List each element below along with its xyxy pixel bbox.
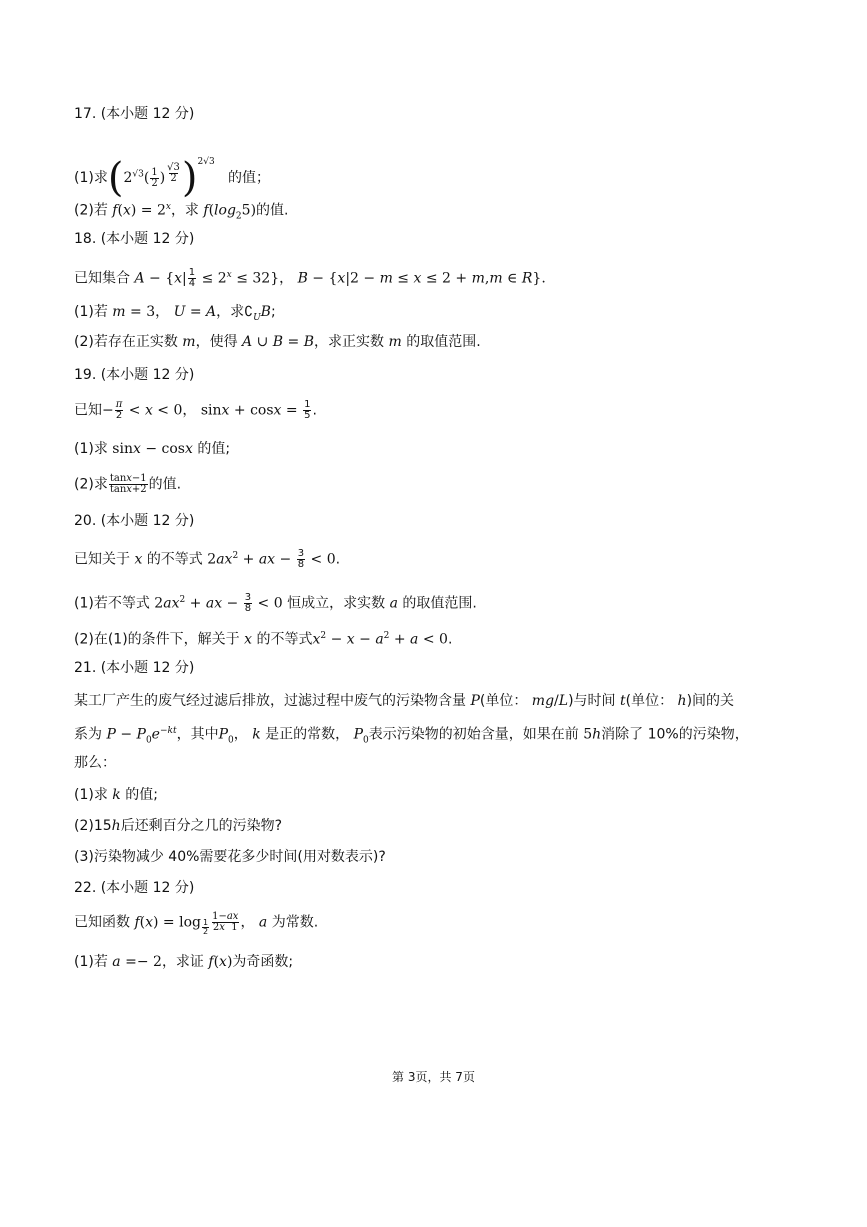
q21-header: 21. (本小题 12 分) <box>74 660 195 676</box>
q18-part1: (1)若 m = 3， U = A，求$∁_UB$; <box>74 304 276 323</box>
q22-header: 22. (本小题 12 分) <box>74 880 195 896</box>
q17-header: 17. (本小题 12 分) <box>74 106 195 122</box>
q19-part1: (1)求 sinx − cosx 的值; <box>74 441 231 457</box>
q21-stem-line1: 某工厂产生的废气经过滤后排放，过滤过程中废气的污染物含量 P(单位： mg/L)与时间 t(单位： h)间的关 <box>74 693 735 709</box>
q19-part2: (2)求 $\frac{\tan x-1}{\tan x+2}$ 的值. <box>74 473 182 495</box>
q22-part1: (1)若 a =− 2，求证 f(x)为奇函数; <box>74 954 294 970</box>
q21-stem-line3: 那么： <box>74 755 116 771</box>
q17-part1: (1)求($2^{√3}$( $\frac{1}{2}$ ) $^{\frac{√3}{2}}$ )$^{2√3}$ 的值； <box>74 155 271 201</box>
q21-part3: (3)污染物减少 40%需要花多少时间(用对数表示)? <box>74 849 386 865</box>
q19-stem: 已知− $\frac{\pi}{2}$ < x < 0， sinx + cosx = $\frac{1}{5}$ . <box>74 399 317 421</box>
q20-part1: (1)若不等式 $2ax^2$ + ax − $\frac{3}{8}$ < 0 恒成立，求实数 a 的取值范围. <box>74 592 477 615</box>
q21-part1: (1)求 k 的值; <box>74 787 158 803</box>
q18-header: 18. (本小题 12 分) <box>74 231 195 247</box>
q22-stem: 已知函数 f(x) = log $_{\frac{1}{2}}$ $\frac{1-ax}{2x 1}$ ， a 为常数. <box>74 911 319 937</box>
q17-part2: (2)若 $f(x) = 2^x$，求 $f(\log_25)$的值. <box>74 202 289 222</box>
q20-header: 20. (本小题 12 分) <box>74 513 195 529</box>
q20-part2: (2)在(1)的条件下，解关于 x 的不等式$x^2 - x - a^2 + a < 0$. <box>74 631 453 648</box>
q21-part2: (2)15h后还剩百分之几的污染物? <box>74 818 283 834</box>
q21-stem-line2: 系为 $P - P_0e^{-kt}$，其中$P_0$， k 是正的常数， $P_0$表示污染物的初始含量，如果在前 5h消除了 10%的污染物， <box>74 726 749 746</box>
q20-stem: 已知关于 x 的不等式 $2ax^2$ + ax − $\frac{3}{8}$ < 0. <box>74 548 341 571</box>
q18-stem: 已知集合 A − {x| $\frac{1}{4}$ ≤ $2^x \le 32$}， B − {x|2 − m ≤ x ≤ 2 + m,m ∈ R}. <box>74 267 546 290</box>
q19-header: 19. (本小题 12 分) <box>74 367 195 383</box>
q18-part2: (2)若存在正实数 m，使得 A ∪ B = B，求正实数 m 的取值范围. <box>74 334 481 350</box>
page-footer: 第 3页，共 7页 <box>392 1070 475 1084</box>
